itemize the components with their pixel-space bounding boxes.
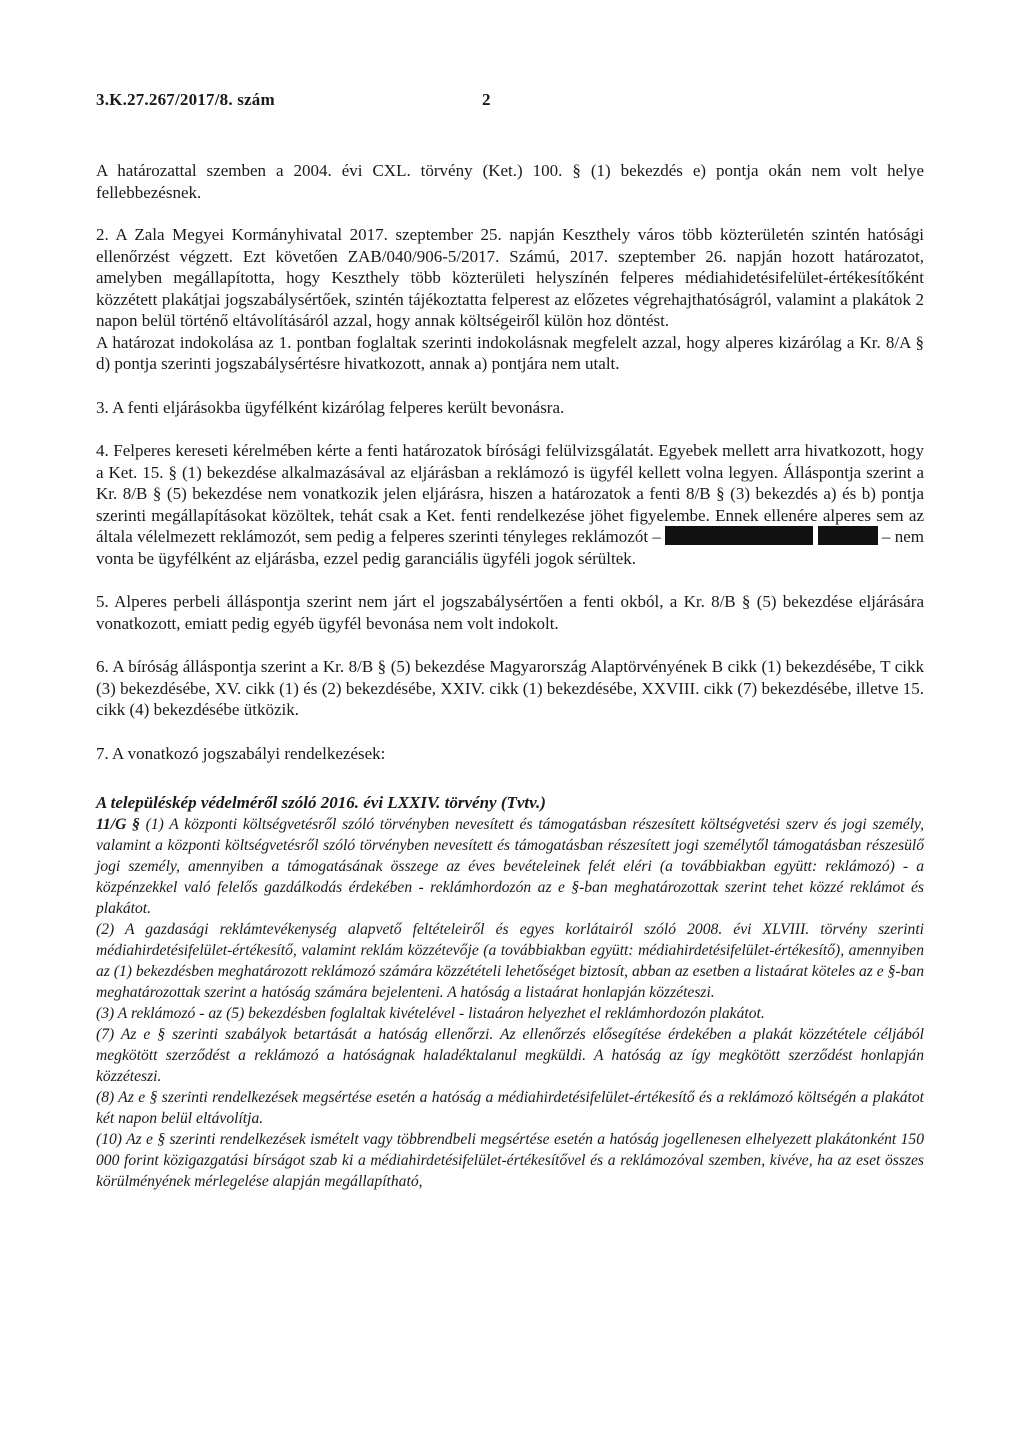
paragraph-7-heading: 7. A vonatkozó jogszabályi rendelkezések:: [96, 743, 386, 763]
law-title: A településkép védelméről szóló 2016. évi LXXIV. törvény (Tvtv.): [96, 793, 546, 812]
law-section-10: (10) Az e § szerinti rendelkezések ismételt vagy többrendbeli megsértése esetén a hatóság jogellenesen elhelyezett plakátonként 150 000 forint közigazgatási bírságot szab ki a médiahirdetésifelület-értékesítővel és a reklámozóval szemben, kivéve, ha az eset összes körülményének mérlegelése alapján megállapítható,: [96, 1130, 924, 1190]
law-section-1-text: (1) A központi költségvetésről szóló törvényben nevesített és támogatásban részesített költségvetési szerv és jogi személy, valamint a központi költségvetésről szóló törvényben nevesített és támogatásban részesített jogi személytől támogatásban részesülő jogi személy, amennyiben a támogatásának összege az éves bevételeinek felét eléri (a továbbiakban együtt: reklámozó) - a közpénzekkel való felelős gazdálkodás érdekében - reklámhordozón az e §-ban meghatározottak szerint tehet közzé reklámot és plakátot.: [96, 815, 924, 917]
redaction-block: [818, 526, 878, 545]
paragraph-6-number: 6.: [96, 657, 109, 676]
law-section-8: (8) Az e § szerinti rendelkezések megsértése esetén a hatóság a médiahirdetésifelület-értékesítő és a reklámozó költségén a plakátot két napon belül eltávolítja.: [96, 1088, 924, 1127]
paragraph-4-text: Felperes kereseti kérelmében kérte a fenti határozatok bírósági felülvizsgálatát. Egyebek mellett arra hivatkozott, hogy a Ket. 15. § (1) bekezdése alkalmazásával az eljárásban a reklámozó is ügyfél kellett volna legyen. Álláspontja szerint a Kr. 8/B § (5) bekezdése nem vonatkozik jelen eljárásra, hiszen a határozatok a fenti 8/B § (3) bekezdés a) és b) pontja szerinti megállapításokat közöltek, tehát csak a Ket. fenti rendelkezése jöhet figyelembe. Ennek ellenére alperes sem az általa vélelmezett reklámozót, sem pedig a felperes szerinti tényleges reklámozót –: [96, 441, 924, 546]
paragraph-5-number: 5.: [96, 592, 109, 611]
paragraph-intro: A határozattal szemben a 2004. évi CXL. törvény (Ket.) 100. § (1) bekezdés e) pontja okán nem volt helye fellebbezésnek.: [96, 161, 924, 202]
paragraph-5-text: Alperes perbeli álláspontja szerint nem járt el jogszabálysértően a fenti okból, a Kr. 8/B § (5) bekezdése eljárására vonatkozott, emiatt pedig egyéb ügyfél bevonása nem volt indokolt.: [96, 592, 925, 633]
paragraph-2-text: A Zala Megyei Kormányhivatal 2017. szeptember 25. napján Keszthely város több közterületén szintén hatósági ellenőrzést végzett. Ezt követően ZAB/040/906-5/2017. Számú, 2017. szeptember 26. napján hozott határozatot, amelyben megállapította, hogy Keszthely több közterületi helyszínén felperes médiahidetésifelület-értékesítőként közzétett plakátjai jogszabálysértőek, szintén tájékoztatta felperest az előzetes végrehajthatóságról, valamint a plakátok 2 napon belül történő eltávolításáról azzal, hogy annak költségeiről külön hoz döntést.: [96, 225, 924, 330]
paragraph-3-number: 3.: [96, 397, 109, 417]
law-section-1: [96, 814, 924, 919]
law-section-label: 11/G §: [96, 815, 140, 833]
law-section-7: (7) Az e § szerinti szabályok betartását a hatóság ellenőrzi. Az ellenőrzés elősegítése érdekében a plakát közzététele céljából megkötött szerződést a reklámozó a hatóságnak haladéktalanul megküldi. A hatóság az így megkötött szerződést honlapján közzéteszi.: [96, 1025, 924, 1085]
law-section-3: (3) A reklámozó - az (5) bekezdésben foglaltak kivételével - listaáron helyezhet el reklámhordozón plakátot.: [96, 1004, 765, 1022]
paragraph-6: [96, 656, 924, 721]
paragraph-4-number: 4.: [96, 441, 109, 460]
document-body: [96, 160, 924, 1192]
paragraph-2-reasoning: A határozat indokolása az 1. pontban foglaltak szerinti indokolásnak megfelelt azzal, hogy alperes kizárólag a Kr. 8/A § d) pontja szerinti jogszabálysértésre hivatkozott, annak a) pontjára nem utalt.: [96, 332, 924, 373]
case-number: 3.K.27.267/2017/8. szám: [96, 90, 275, 109]
page-header: [96, 90, 491, 110]
paragraph-4-text-end: – nem vonta be ügyfélként az eljárásba, ezzel pedig garanciális ügyféli jogok sérültek.: [96, 527, 925, 568]
paragraph-2: [96, 224, 924, 332]
paragraph-6-text: A bíróság álláspontja szerint a Kr. 8/B § (5) bekezdése Magyarország Alaptörvényének B cikk (1) bekezdésébe, T cikk (3) bekezdésébe, XV. cikk (1) és (2) bekezdésébe, XXIV. cikk (1) bekezdésébe, XXVIII. cikk (7) bekezdésébe, illetve 15. cikk (4) bekezdésébe ütközik.: [96, 657, 925, 719]
paragraph-3: [96, 397, 924, 419]
page-number: 2: [482, 90, 491, 109]
paragraph-4: [96, 440, 924, 569]
paragraph-2-number: 2.: [96, 225, 109, 244]
law-excerpt: [96, 792, 924, 1192]
law-section-2: (2) A gazdasági reklámtevékenység alapvető feltételeiről és egyes korlátairól szóló 2008. évi XLVIII. törvény szerinti médiahirdetésifelület-értékesítő, valamint reklám közzétevője (a továbbiakban együtt: médiahirdetésifelület-értékesítő), amennyiben az (1) bekezdésben meghatározott reklámozó számára közzétételi lehetőséget biztosít, abban az esetben a listaárat köteles az e §-ban meghatározottak szerint a hatóság számára bejelenteni. A hatóság a listaárat honlapján közzéteszi.: [96, 920, 924, 1001]
paragraph-5: [96, 591, 924, 634]
redaction-block: [665, 526, 813, 545]
paragraph-3-text: A fenti eljárásokba ügyfélként kizárólag felperes került bevonásra.: [112, 397, 565, 417]
